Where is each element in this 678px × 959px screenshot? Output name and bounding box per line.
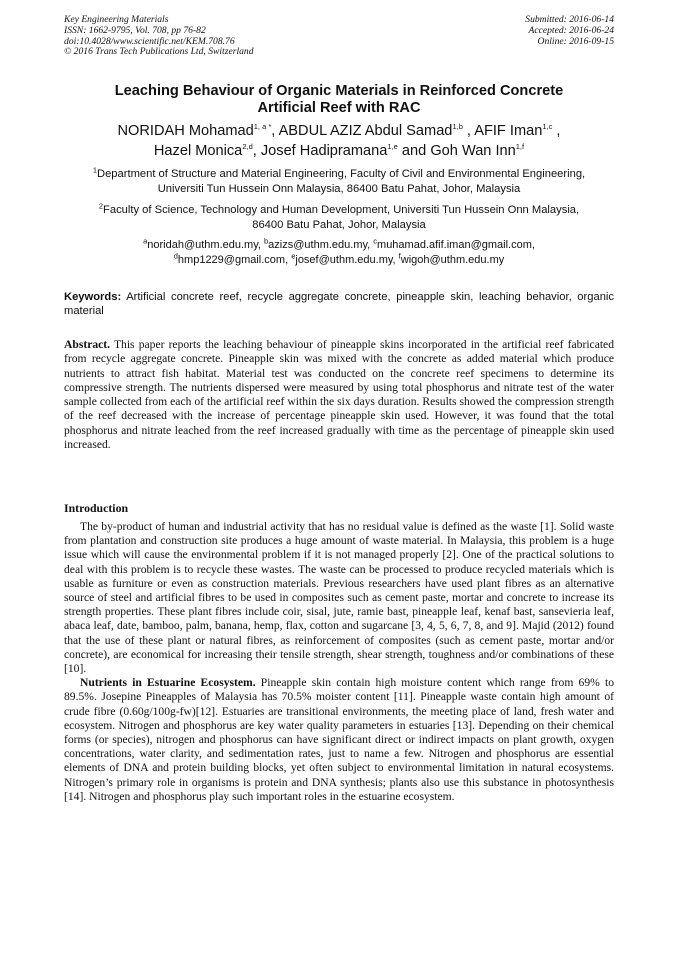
keywords-label: Keywords:	[64, 291, 122, 303]
abstract	[64, 338, 614, 452]
email-link[interactable]: muhamad.afif.iman@gmail.com,	[377, 239, 535, 251]
author-list: NORIDAH Mohamad$^{1, a *}$, ABDUL AZIZ Abdul Samad$^{1,b}$ , AFIF Iman$^{1,c}$ , Hazel Monica$^{2,d}$, Josef Hadipramana$^{1,e}$ and Goh Wan Inn$^{1,f}$	[117, 122, 561, 159]
abstract-text: This paper reports the leaching behaviour of pineapple skins incorporated in the artificial reef fabricated from recycle aggregate concrete. Pineapple skin was mixed with the concrete as added material which produce nutrients to attract fish habitat. Material test was conducted on the concrete reef specimens to determine its compressive strength. The nutrients dispersed were measured by using total phosphorus and nitrate test of the water sample collected from each of the artificial reef within the six days duration. Results showed the compression strength of the reef decreased with the increase of percentage pineapple skin used. However, it was found that the total phosphorus and nitrate leached from the reef increased gradually with time as the percentage of pineapple skin used increased.	[64, 338, 614, 452]
accepted-date: Accepted: 2016-06-24	[528, 24, 614, 36]
author-emails: $^a$noridah@uthm.edu.my, $^b$azizs@uthm.edu.my, $^c$muhamad.afif.iman@gmail.com, $^d$hmp1229@gmail.com, $^e$josef@uthm.edu.my, $^f$wigoh@uthm.edu.my	[143, 236, 535, 266]
author: , AFIF Iman	[462, 123, 543, 139]
paragraph: Nutrients in Estuarine Ecosystem. Pineapple skin contain high moisture content which range from 69% to 89.5%. Josepine Pineapples of Malaysia has 70.5% moister content [11]. Pineapple waste contain high amount of crude fibre (0.60g/100g-fw)[12]. Estuaries are transitional environments, the meeting place of land, fresh water and ecosystem. Nitrogen and phosphorus are key water quality parameters in estuaries [13]. Depending on their chemical forms (or species), nitrogen and phosphorus can have significant direct or indirect impacts on plant growth, oxygen concentrations, water clarity, and sedimentation rates, just to name a few. Nitrogen and phosphorus are essential elements of DNA and protein building blocks, yet often subject to environmental limitation in natural ecosystems. Nitrogen’s primary role in organisms is protein and DNA synthesis; plants also use this substance in photosynthesis [14]. Nitrogen and phosphorus play such important roles in the estuarine ecosystem.	[64, 676, 614, 803]
affiliation-2: $^2$Faculty of Science, Technology and Human Development, Universiti Tun Hussein Onn Malaysia, 86400 Batu Pahat, Johor, Malaysia	[98, 201, 580, 231]
introduction-body	[64, 520, 614, 804]
paragraph: The by-product of human and industrial activity that has no residual value is defined as the waste [1]. Solid waste from plantation and construction site produces a huge amount of waste material. In Malaysia, this problem is a huge issue which will cause the environmental problem if it is not managed properly [2]. One of the practical solutions to deal with this problem is to recycle these wastes. The waste can be processed to produce recycled materials which is usable as furniture or even as construction materials. Previous researchers have used plant fibres as an alternative source of steel and artificial fibres to be used in composites such as cement paste, mortar and concrete to increase its strength properties. These plant fibres include coir, sisal, jute, ramie bast, pineapple leaf, kenaf bast, sansevieria leaf, abaca leaf, date, bamboo, palm, banana, hemp, flax, cotton and sugarcane [3, 4, 5, 6, 7, 8, and 9]. Majid (2012) found that the use of these plant or natural fibres, as reinforcement of composites (such as cement paste, mortar and/or concrete), are economical for increasing their tensile strength, shear strength, toughness and/or combinations of these [10].	[64, 520, 614, 676]
journal-doi: doi:10.4028/www.scientific.net/KEM.708.76	[64, 35, 235, 47]
subsection-label: Nutrients in Estuarine Ecosystem.	[80, 676, 256, 690]
author: , Josef Hadipramana	[252, 143, 388, 159]
email-link[interactable]: wigoh@uthm.edu.my	[400, 254, 505, 266]
author: Hazel Monica	[153, 143, 243, 159]
keywords	[64, 291, 614, 318]
author: NORIDAH Mohamad	[117, 123, 254, 139]
paper-title: Leaching Behaviour of Organic Materials in Reinforced Concrete Artificial Reef with RAC	[114, 83, 564, 116]
affiliation-1: $^1$Department of Structure and Material Engineering, Faculty of Civil and Environmental Engineering, Universiti Tun Hussein Onn Malaysia, 86400 Batu Pahat, Johor, Malaysia	[92, 165, 586, 195]
section-heading-introduction: Introduction	[64, 501, 129, 515]
online-date: Online: 2016-09-15	[537, 35, 614, 47]
email-link[interactable]: azizs@uthm.edu.my,	[268, 239, 374, 251]
journal-issn: ISSN: 1662-9795, Vol. 708, pp 76-82	[64, 24, 206, 36]
email-link[interactable]: hmp1229@gmail.com,	[177, 254, 292, 266]
author: , ABDUL AZIZ Abdul Samad	[271, 123, 453, 139]
email-link[interactable]: josef@uthm.edu.my,	[295, 254, 399, 266]
keywords-text: Artificial concrete reef, recycle aggregate concrete, pineapple skin, leaching behavior, organic material	[64, 291, 614, 317]
email-link[interactable]: noridah@uthm.edu.my,	[147, 239, 264, 251]
journal-copyright: © 2016 Trans Tech Publications Ltd, Switzerland	[64, 46, 254, 58]
abstract-label: Abstract.	[64, 338, 111, 351]
journal-header	[64, 15, 254, 58]
author: and Goh Wan Inn	[397, 143, 516, 159]
submitted-date: Submitted: 2016-06-14	[525, 14, 614, 25]
journal-name: Key Engineering Materials	[64, 14, 169, 25]
dates-header	[525, 15, 614, 47]
